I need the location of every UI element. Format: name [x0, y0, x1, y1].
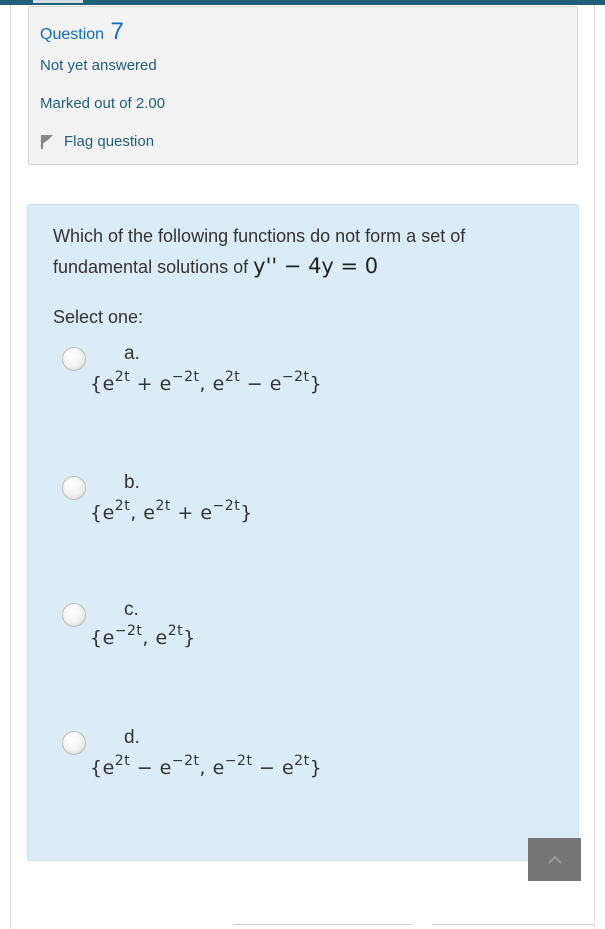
question-grade: Marked out of 2.00: [40, 95, 166, 112]
option-letter-c: c.: [124, 599, 139, 620]
question-state: Not yet answered: [40, 57, 157, 74]
question-equation: y'' − 4y = 0: [253, 254, 379, 278]
option-letter-a: a.: [124, 343, 140, 364]
option-formula-d: {$e^{2t} - e^{-2t}$, $e^{-2t} - e^{2t}$}: [90, 753, 323, 779]
chevron-up-icon: [547, 855, 563, 865]
top-bar-tab: [33, 0, 83, 3]
left-rail: [10, 5, 11, 929]
right-rail: [594, 5, 595, 929]
radio-button-b[interactable]: [62, 476, 86, 500]
footer-divider-right: [432, 924, 594, 925]
radio-button-c[interactable]: [62, 603, 86, 627]
flag-question-label: Flag question: [64, 133, 155, 150]
question-number-value: 7: [110, 18, 124, 45]
footer-divider-left: [233, 924, 413, 925]
option-letter-b: b.: [124, 472, 140, 493]
flag-question-link[interactable]: [40, 133, 154, 150]
option-formula-a: {$e^{2t} + e^{-2t}$, $e^{2t} - e^{-2t}$}: [90, 369, 323, 395]
radio-button-d[interactable]: [62, 731, 86, 755]
question-text: [53, 221, 553, 282]
question-formulation: [27, 204, 579, 861]
radio-button-a[interactable]: [62, 347, 86, 371]
question-text-body: Which of the following functions do not form a set of fundamental solutions of: [53, 226, 466, 277]
option-formula-b: {$e^{2t}$, $e^{2t} + e^{-2t}$}: [90, 498, 253, 524]
question-info-panel: [28, 6, 578, 165]
question-number: [40, 18, 124, 46]
option-formula-c: {$e^{-2t}$, $e^{2t}$}: [90, 623, 196, 649]
scroll-to-top-button[interactable]: [528, 838, 581, 881]
option-letter-d: d.: [124, 727, 140, 748]
flag-icon: [40, 134, 54, 150]
top-bar: [0, 0, 605, 5]
select-one-prompt: Select one:: [53, 307, 144, 327]
question-label: Question: [40, 26, 105, 43]
